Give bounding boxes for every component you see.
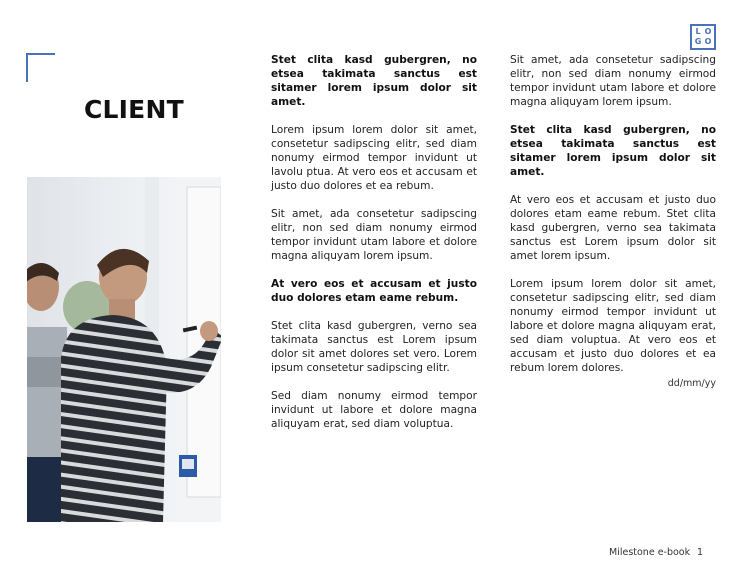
logo-letter: O [704,37,712,46]
text-column-right [510,53,716,389]
logo-mark [690,24,716,50]
paragraph: Lorem ipsum lorem dolor sit amet, consetetur sadipscing elitr, sed diam nonumy eirmod tempor invidunt ut labore et dolore magna aliquyam erat, sed diam voluptua. At vero eos et accusam et justo duo dolores et ea rebum lorem dolores. [510,278,716,374]
paragraph: Sit amet, ada consetetur sadipscing elitr, non sed diam nonumy eirmod tempor invidunt utam labore et dolore magna aliquyam lorem ipsum. [510,54,716,108]
logo-letter: G [694,37,702,46]
footer-document-name: Milestone e-book [609,547,691,558]
text-column-left [271,53,477,445]
logo-letter: O [704,27,712,36]
paragraph: Sit amet, ada consetetur sadipscing elitr, non sed diam nonumy eirmod tempor invidunt utam labore et dolore magna aliquyam lorem ipsum. [271,208,477,262]
paragraph: Lorem ipsum lorem dolor sit amet, consetetur sadipscing elitr, sed diam nonumy eirmod tempor invidunt ut lavolu ptua. At vero eos et accusam et justo duo dolores et ea rebum. [271,124,477,192]
corner-accent-decoration [26,53,55,82]
office-photo [27,177,221,522]
paragraph: Stet clita kasd gubergren, verno sea takimata sanctus est Lorem ipsum dolor sit amet dolores set vero. Lorem ipsum consetetur sadipscing elitr. [271,320,477,374]
paragraph: At vero eos et accusam et justo duo dolores etam eame rebum. [271,278,477,304]
paragraph: At vero eos et accusam et justo duo dolores etam eame rebum. Stet clita kasd gubergren, verno sea takimata sanctus est Lorem ipsum dolor sit amet lorem ipsum. [510,194,716,262]
paragraph: Stet clita kasd gubergren, no etsea takimata sanctus est sitamer lorem ipsum dolor sit amet. [271,54,477,108]
page-number: 1 [697,547,704,558]
date-text: dd/mm/yy [667,378,716,389]
logo-letter: L [695,27,701,36]
paragraph: Stet clita kasd gubergren, no etsea takimata sanctus est sitamer lorem ipsum dolor sit amet. [510,124,716,178]
paragraph: Sed diam nonumy eirmod tempor invidunt ut labore et dolore magna aliquyam erat, sed diam voluptua. [271,390,477,430]
page-title: CLIENT [84,95,184,124]
